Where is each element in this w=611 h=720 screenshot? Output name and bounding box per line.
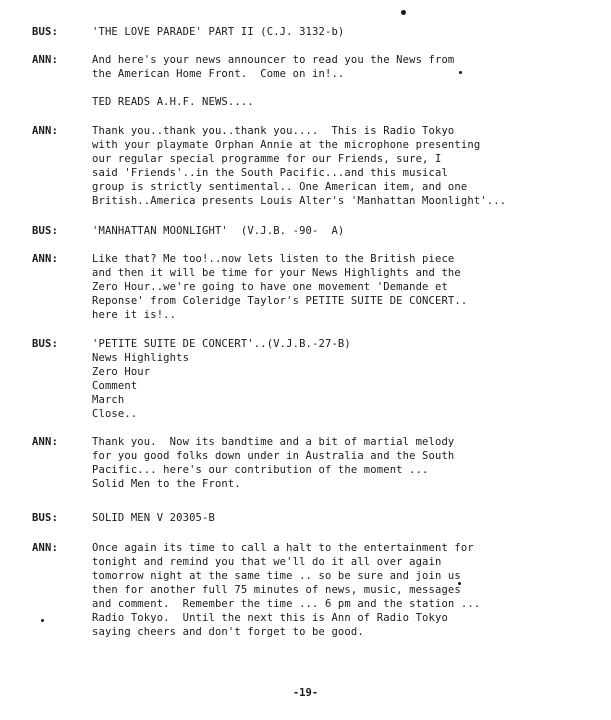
text-line: Thank you. Now its bandtime and a bit of martial melody xyxy=(92,436,455,448)
text-line: tomorrow night at the same time .. so be sure and join us xyxy=(92,570,461,582)
entry-text xyxy=(92,124,607,208)
text-line: the American Home Front. Come on in!.. xyxy=(92,68,345,80)
entry-text xyxy=(92,252,607,322)
text-line: with your playmate Orphan Annie at the microphone presenting xyxy=(92,139,481,151)
text-line: our regular special programme for our Friends, sure, I xyxy=(92,153,442,165)
text-line: then for another full 75 minutes of news, music, messages xyxy=(92,584,461,596)
text-line: Reponse' from Coleridge Taylor's PETITE SUITE DE CONCERT.. xyxy=(92,295,468,307)
text-line: SOLID MEN V 20305-B xyxy=(92,512,215,524)
text-line: Solid Men to the Front. xyxy=(92,478,241,490)
text-line: and then it will be time for your News Highlights and the xyxy=(92,267,461,279)
entry-text xyxy=(92,224,607,238)
ink-speck xyxy=(41,619,44,622)
text-line: for you good folks down under in Australia and the South xyxy=(92,450,455,462)
text-line: group is strictly sentimental.. One American item, and one xyxy=(92,181,468,193)
entry-text xyxy=(92,511,607,525)
ink-speck xyxy=(401,10,406,15)
text-line: And here's your news announcer to read you the News from xyxy=(92,54,455,66)
text-line: saying cheers and don't forget to be good. xyxy=(92,626,364,638)
text-line: Zero Hour..we're going to have one movement 'Demande et xyxy=(92,281,448,293)
text-line: 'MANHATTAN MOONLIGHT' (V.J.B. -90- A) xyxy=(92,225,345,237)
speaker-label: ANN: xyxy=(32,125,59,137)
text-line: March xyxy=(92,394,125,406)
text-line: here it is!.. xyxy=(92,309,177,321)
text-line: Zero Hour xyxy=(92,366,151,378)
text-line: British..America presents Louis Alter's 'Manhattan Moonlight'... xyxy=(92,195,507,207)
text-line: Once again its time to call a halt to the entertainment for xyxy=(92,542,474,554)
speaker-label: ANN: xyxy=(32,436,59,448)
speaker-label: BUS: xyxy=(32,225,59,237)
text-line: Close.. xyxy=(92,408,138,420)
text-line: TED READS A.H.F. NEWS.... xyxy=(92,96,254,108)
text-line: Thank you..thank you..thank you.... This is Radio Tokyo xyxy=(92,125,455,137)
speaker-label: ANN: xyxy=(32,54,59,66)
entry-text xyxy=(92,435,607,491)
speaker-label: BUS: xyxy=(32,338,59,350)
entry-text xyxy=(92,53,607,81)
text-line: News Highlights xyxy=(92,352,190,364)
text-line: and comment. Remember the time ... 6 pm and the station ... xyxy=(92,598,481,610)
text-line: Pacific... here's our contribution of the moment ... xyxy=(92,464,429,476)
entry-text xyxy=(92,337,607,421)
text-line: said 'Friends'..in the South Pacific...and this musical xyxy=(92,167,448,179)
text-line: Like that? Me too!..now lets listen to the British piece xyxy=(92,253,455,265)
text-line: Radio Tokyo. Until the next this is Ann of Radio Tokyo xyxy=(92,612,448,624)
speaker-label: BUS: xyxy=(32,26,59,38)
page-number: -19- xyxy=(292,687,319,699)
text-line: 'THE LOVE PARADE' PART II (C.J. 3132-b) xyxy=(92,26,345,38)
speaker-label: ANN: xyxy=(32,253,59,265)
entry-text xyxy=(92,25,607,39)
text-line: Comment xyxy=(92,380,138,392)
speaker-label: ANN: xyxy=(32,542,59,554)
text-line: 'PETITE SUITE DE CONCERT'..(V.J.B.-27-B) xyxy=(92,338,351,350)
entry-text xyxy=(92,95,607,109)
speaker-label: BUS: xyxy=(32,512,59,524)
entry-text xyxy=(92,541,607,639)
text-line: tonight and remind you that we'll do it all over again xyxy=(92,556,442,568)
